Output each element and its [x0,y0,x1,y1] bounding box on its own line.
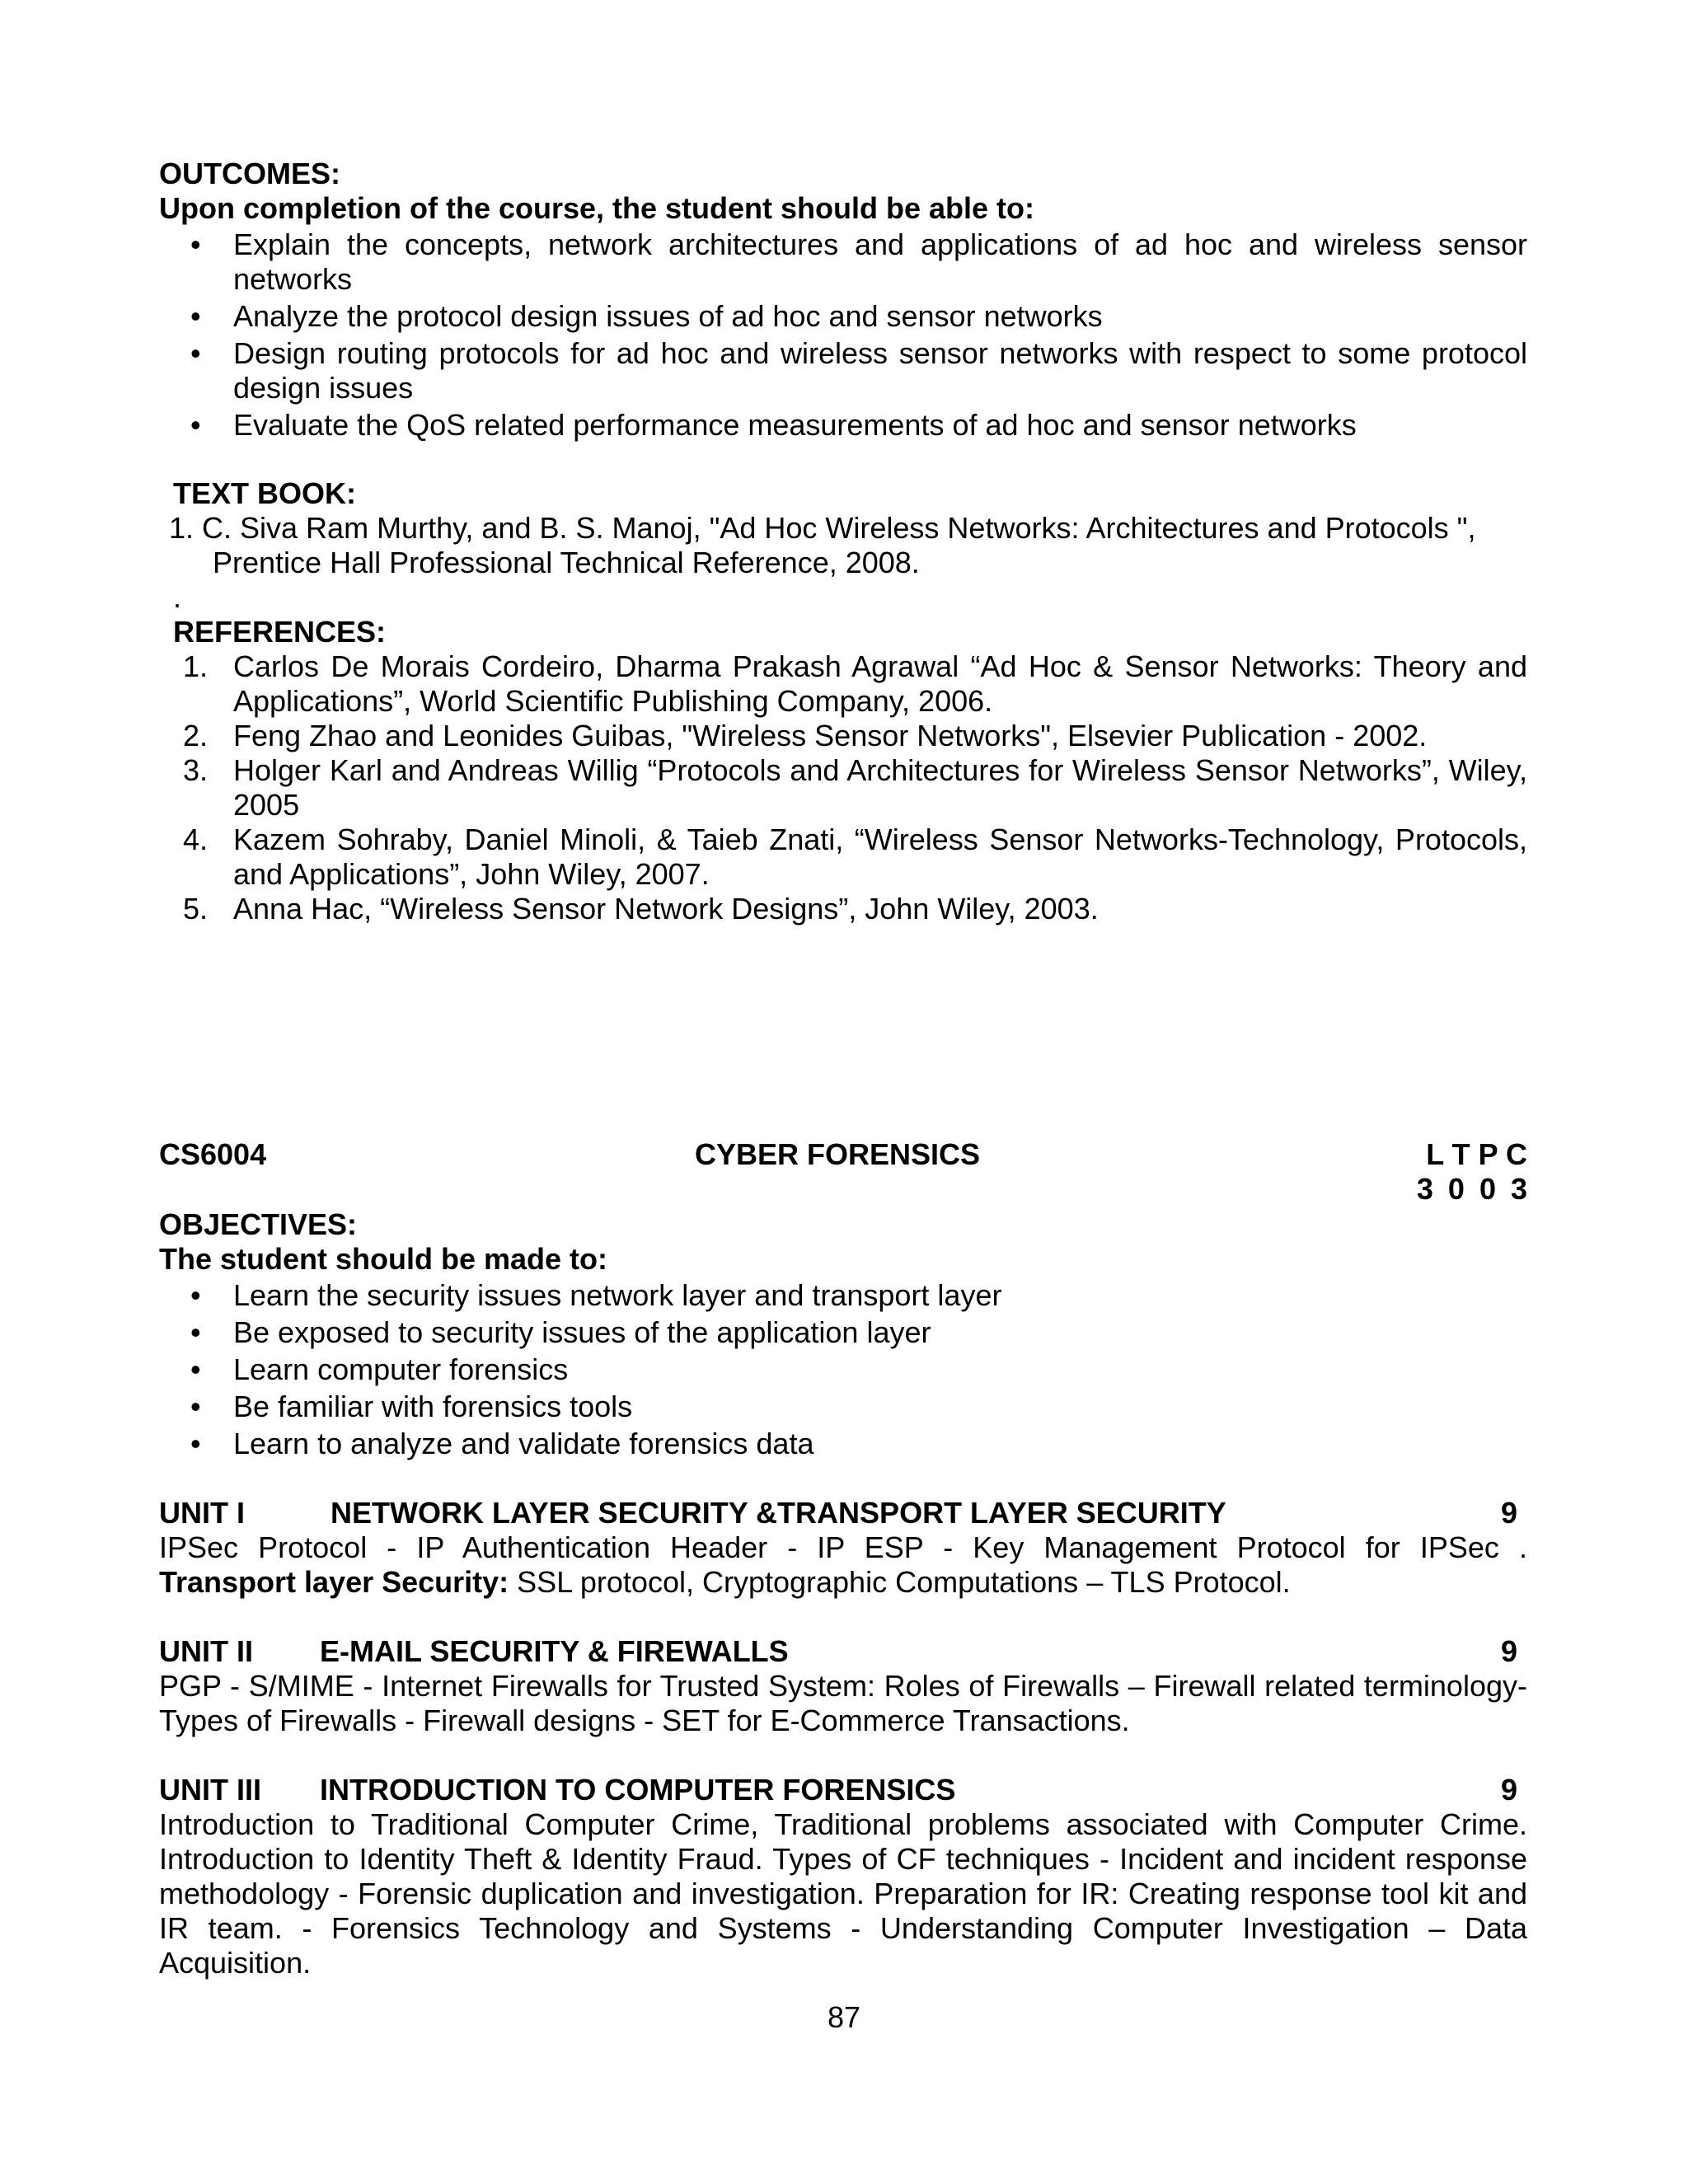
reference-item: 2. Feng Zhao and Leonides Guibas, "Wireless Sensor Networks", Elsevier Publication - 2002. [183,719,1428,752]
course-code: CS6004 [159,1137,267,1171]
unit-code: UNIT III [159,1773,261,1807]
unit-2-body: PGP - S/MIME - Internet Firewalls for Trusted System: Roles of Firewalls – Firewall related terminology- Types of Firewalls - Firewall designs - SET for E-Commerce Transactions. [159,1669,1527,1737]
references-list [173,649,1527,926]
bullet-icon: • [190,299,201,333]
course-title: CYBER FORENSICS [695,1137,981,1171]
unit-title: E-MAIL SECURITY & FIREWALLS [320,1634,789,1668]
bullet-icon: • [190,336,201,370]
unit-hours: 9 [1500,1773,1517,1807]
unit-title: INTRODUCTION TO COMPUTER FORENSICS [320,1773,956,1807]
references-heading: REFERENCES: [173,615,387,649]
outcomes-intro: Upon completion of the course, the student should be able to: [159,191,1035,225]
unit-3-body: Introduction to Traditional Computer Crime, Traditional problems associated with Computer Crime. Introduction to Identity Theft & Identity Fraud. Types of CF techniques - Incident and incident response methodology - Forensic duplication and investigation. Preparation for IR: Creating response tool kit and IR team. - Forensics Technology and Systems - Understanding Computer Investigation – Data Acquisition. [159,1807,1527,1980]
objectives-heading: OBJECTIVES: [159,1207,358,1241]
bullet-icon: • [190,1278,201,1312]
page-number: 87 [827,2000,861,2034]
bullet-icon: • [190,1352,201,1386]
ltpc-values: 3 0 0 3 [1416,1172,1527,1206]
unit-1-body-line2: Transport layer Security: SSL protocol, Cryptographic Computations – TLS Protocol. [159,1565,1291,1599]
reference-item: 5. Anna Hac, “Wireless Sensor Network Designs”, John Wiley, 2003. [183,892,1099,926]
objectives-list [159,1278,1527,1464]
outcome-item: • Evaluate the QoS related performance measurements of ad hoc and sensor networks [190,408,1357,442]
bullet-icon: • [190,1427,201,1460]
textbook-heading: TEXT BOOK: [173,476,356,510]
unit-title: NETWORK LAYER SECURITY &TRANSPORT LAYER SECURITY [331,1496,1226,1530]
textbook-entry-line2: Prentice Hall Professional Technical Reference, 2008. [213,546,920,579]
unit-code: UNIT I [159,1496,245,1530]
reference-item: 1. Carlos De Morais Cordeiro, Dharma Prakash Agrawal “Ad Hoc & Sensor Networks: Theory and Applications”, World Scientific Publishing Company, 2006. [183,649,1527,718]
bullet-icon: • [190,1390,201,1423]
objective-item: • Learn the security issues network layer and transport layer [190,1278,1002,1312]
unit-hours: 9 [1500,1634,1517,1668]
reference-item: 3. Holger Karl and Andreas Willig “Protocols and Architectures for Wireless Sensor Networks”, Wiley, 2005 [183,753,1527,822]
objective-item: • Learn computer forensics [190,1352,569,1386]
textbook-entry-line1: 1. C. Siva Ram Murthy, and B. S. Manoj, "Ad Hoc Wireless Networks: Architectures and Protocols ", [169,511,1476,545]
stray-dot: . [173,580,182,614]
objective-item: • Learn to analyze and validate forensics data [190,1427,814,1460]
bullet-icon: • [190,1315,201,1349]
unit-1-body-line1: IPSec Protocol - IP Authentication Header - IP ESP - Key Management Protocol for IPSec . [159,1530,1527,1564]
unit-code: UNIT II [159,1634,253,1668]
outcomes-list [159,227,1527,445]
objective-item: • Be familiar with forensics tools [190,1390,633,1423]
outcome-item: • Explain the concepts, network architectures and applications of ad hoc and wireless sensor networks [190,227,1527,296]
bullet-icon: • [190,408,201,442]
outcome-item: • Design routing protocols for ad hoc and wireless sensor networks with respect to some protocol design issues [190,336,1527,405]
ltpc-label: L T P C [1426,1137,1527,1171]
reference-item: 4. Kazem Sohraby, Daniel Minoli, & Taieb Znati, “Wireless Sensor Networks-Technology, Protocols, and Applications”, John Wiley, 2007. [183,823,1527,891]
objective-item: • Be exposed to security issues of the application layer [190,1315,931,1349]
bullet-icon: • [190,227,201,261]
outcomes-heading: OUTCOMES: [159,157,340,190]
unit-hours: 9 [1500,1496,1517,1530]
outcome-item: • Analyze the protocol design issues of ad hoc and sensor networks [190,299,1103,333]
objectives-intro: The student should be made to: [159,1242,608,1276]
